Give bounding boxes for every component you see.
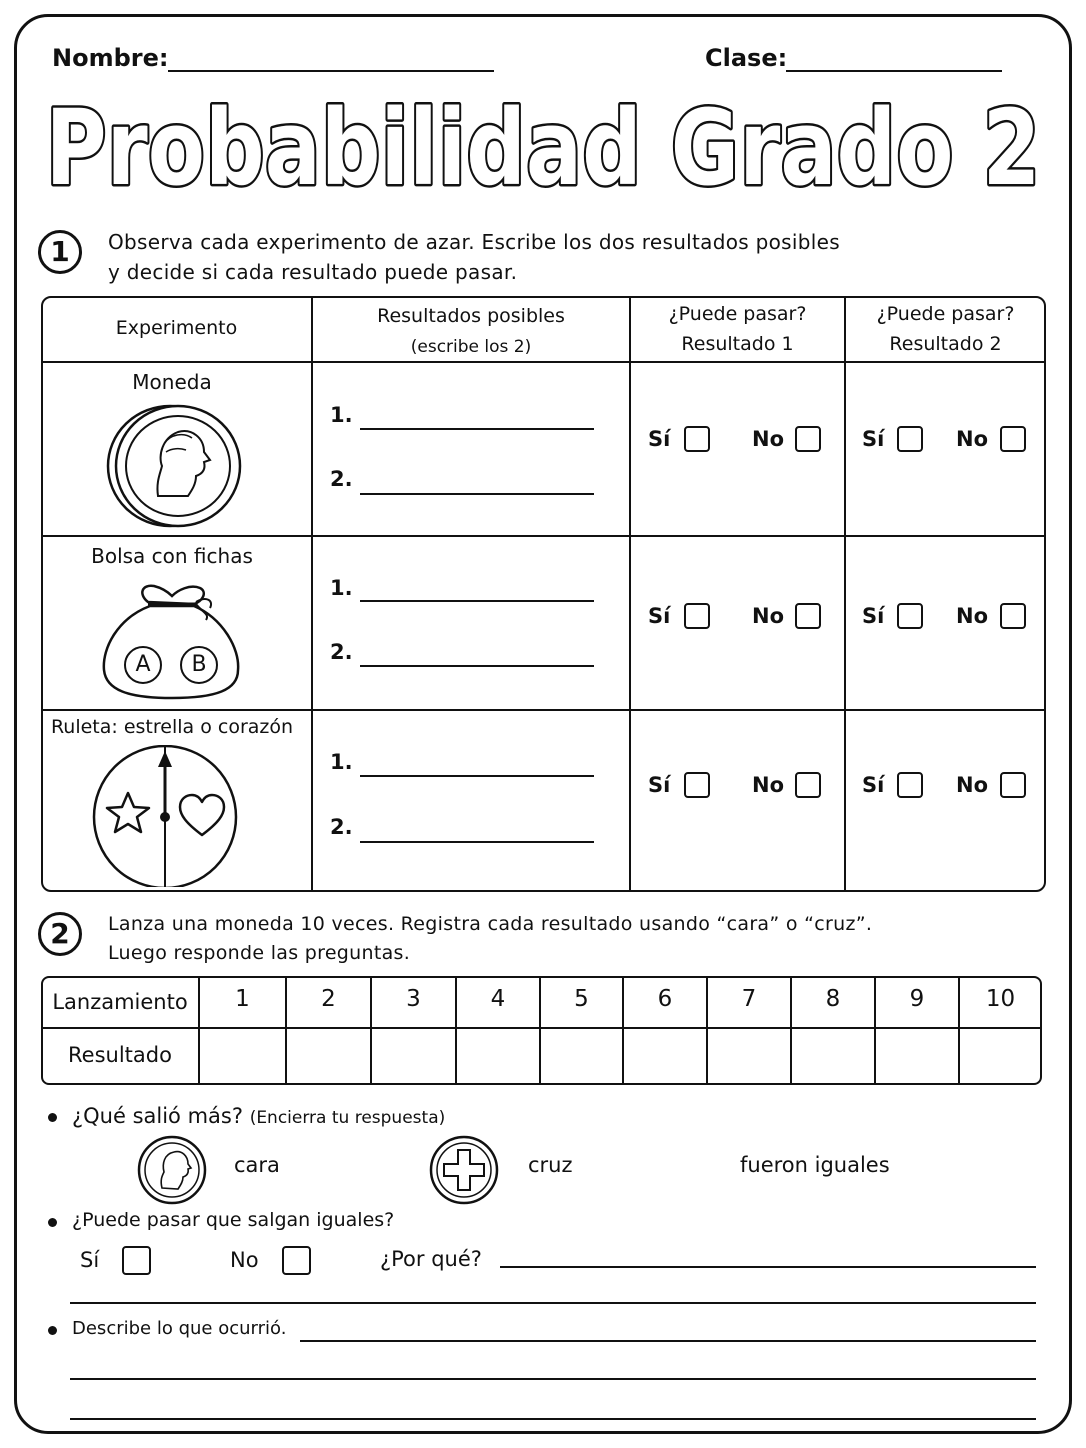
yes-label: Sí [648, 773, 671, 797]
bullet [48, 1218, 57, 1227]
header-can-happen: ¿Puede pasar? [668, 303, 807, 325]
chip-b: B [180, 646, 218, 684]
yes-label: Sí [862, 427, 885, 451]
header-can-happen: ¿Puede pasar? [876, 303, 1015, 325]
row3-result1-yes-checkbox[interactable] [684, 772, 710, 798]
row1-result1-yes-checkbox[interactable] [684, 426, 710, 452]
toss-number: 9 [909, 986, 925, 1012]
toss-number: 8 [825, 986, 841, 1012]
section-2-instruction-line1: Lanza una moneda 10 veces. Registra cada resultado usando “cara” o “cruz”. [108, 913, 873, 935]
yes-label: Sí [648, 427, 671, 451]
why-answer-line-2[interactable] [70, 1302, 1036, 1304]
toss-number: 4 [490, 986, 506, 1012]
row1-result2-no-checkbox[interactable] [1000, 426, 1026, 452]
header-result1 [631, 299, 844, 359]
page-title [30, 84, 1056, 214]
bullet [48, 1326, 57, 1335]
toss-row-label: Lanzamiento [52, 990, 188, 1014]
yes-label: Sí [648, 604, 671, 628]
coin-tails-icon[interactable] [428, 1134, 500, 1206]
toss-result-cell[interactable] [287, 1029, 370, 1083]
section-2-instruction-line2: Luego responde las preguntas. [108, 942, 411, 964]
answer-number: 2. [330, 815, 353, 839]
table1-divider [42, 709, 1045, 711]
no-label: No [752, 773, 785, 797]
toss-number: 6 [657, 986, 673, 1012]
toss-result-cell[interactable] [200, 1029, 285, 1083]
experiment-label-spinner: Ruleta: estrella o corazón [50, 716, 294, 738]
yes-label: Sí [80, 1248, 100, 1272]
table1-divider [844, 297, 846, 891]
svg-text:Probabilidad Grado 2: Probabilidad Grado 2 [45, 87, 1041, 209]
table1-divider [629, 297, 631, 891]
question-most-text: ¿Qué salió más? [72, 1104, 243, 1128]
no-label: No [956, 773, 989, 797]
header-result2-label: Resultado 2 [889, 333, 1002, 355]
row3-answer1-line[interactable] [360, 775, 594, 777]
answer-number: 2. [330, 467, 353, 491]
question-describe: Describe lo que ocurrió. [72, 1318, 287, 1339]
row1-answer1-line[interactable] [360, 428, 594, 430]
coin-heads-icon[interactable] [136, 1134, 208, 1206]
toss-number: 1 [235, 986, 250, 1012]
no-label: No [956, 427, 989, 451]
answer-number: 1. [330, 403, 353, 427]
no-label: No [752, 604, 785, 628]
section-1-instruction-line1: Observa cada experimento de azar. Escribe los dos resultados posibles [108, 230, 840, 254]
yes-label: Sí [862, 773, 885, 797]
spinner-icon [90, 745, 242, 887]
toss-result-cell[interactable] [457, 1029, 539, 1083]
result-row-label: Resultado [68, 1043, 172, 1067]
toss-result-cell[interactable] [624, 1029, 706, 1083]
toss-result-cell[interactable] [372, 1029, 455, 1083]
describe-answer-line-2[interactable] [70, 1378, 1036, 1380]
answer-number: 1. [330, 576, 353, 600]
equal-yes-checkbox[interactable] [122, 1246, 151, 1275]
header-experiment: Experimento [115, 317, 238, 339]
row2-result1-no-checkbox[interactable] [795, 603, 821, 629]
toss-result-cell[interactable] [792, 1029, 874, 1083]
no-label: No [230, 1248, 259, 1272]
row1-answer2-line[interactable] [360, 493, 594, 495]
row3-result2-yes-checkbox[interactable] [897, 772, 923, 798]
option-equal[interactable]: fueron iguales [740, 1153, 890, 1177]
experiment-label-bag: Bolsa con fichas [91, 544, 253, 568]
row2-result2-yes-checkbox[interactable] [897, 603, 923, 629]
section-2-number: 2 [38, 912, 82, 956]
header-results-note: (escribe los 2) [410, 337, 532, 357]
row3-answer2-line[interactable] [360, 841, 594, 843]
answer-number: 1. [330, 750, 353, 774]
no-label: No [752, 427, 785, 451]
section-1-instruction-line2: y decide si cada resultado puede pasar. [108, 260, 518, 284]
row2-result1-yes-checkbox[interactable] [684, 603, 710, 629]
header-results-title: Resultados posibles [377, 305, 565, 327]
header-result1-label: Resultado 1 [681, 333, 794, 355]
experiment-label-coin: Moneda [132, 370, 212, 394]
toss-number: 7 [741, 986, 757, 1012]
toss-number: 10 [985, 986, 1016, 1012]
option-tails[interactable]: cruz [528, 1153, 573, 1177]
why-label: ¿Por qué? [380, 1247, 482, 1271]
row1-result1-no-checkbox[interactable] [795, 426, 821, 452]
chip-a: A [124, 646, 162, 684]
toss-result-cell[interactable] [541, 1029, 622, 1083]
why-answer-line[interactable] [500, 1266, 1036, 1268]
question-most-note: (Encierra tu respuesta) [249, 1108, 446, 1128]
describe-answer-line[interactable] [300, 1340, 1036, 1342]
question-most [72, 1104, 445, 1128]
equal-no-checkbox[interactable] [282, 1246, 311, 1275]
name-input-line[interactable] [168, 70, 494, 72]
row1-result2-yes-checkbox[interactable] [897, 426, 923, 452]
header-results [313, 301, 629, 362]
row2-answer2-line[interactable] [360, 665, 594, 667]
option-heads[interactable]: cara [234, 1153, 280, 1177]
coin-icon [100, 404, 250, 528]
row3-result1-no-checkbox[interactable] [795, 772, 821, 798]
no-label: No [956, 604, 989, 628]
toss-number: 3 [406, 986, 421, 1012]
class-input-line[interactable] [786, 70, 1002, 72]
name-label: Nombre: [52, 44, 169, 72]
yes-label: Sí [862, 604, 885, 628]
toss-result-cell[interactable] [960, 1029, 1041, 1083]
header-result2 [846, 299, 1045, 359]
toss-result-cell[interactable] [876, 1029, 958, 1083]
section-1-number: 1 [38, 230, 82, 274]
row2-result2-no-checkbox[interactable] [1000, 603, 1026, 629]
toss-number: 5 [574, 986, 589, 1012]
bag-icon [98, 578, 246, 702]
question-equal: ¿Puede pasar que salgan iguales? [72, 1209, 395, 1231]
answer-number: 2. [330, 640, 353, 664]
row3-result2-no-checkbox[interactable] [1000, 772, 1026, 798]
bullet [48, 1113, 57, 1122]
table1-divider [42, 535, 1045, 537]
describe-answer-line-3[interactable] [70, 1418, 1036, 1420]
table1-divider [311, 297, 313, 891]
toss-number: 2 [321, 986, 336, 1012]
row2-answer1-line[interactable] [360, 600, 594, 602]
toss-result-cell[interactable] [708, 1029, 790, 1083]
class-label: Clase: [705, 44, 788, 72]
